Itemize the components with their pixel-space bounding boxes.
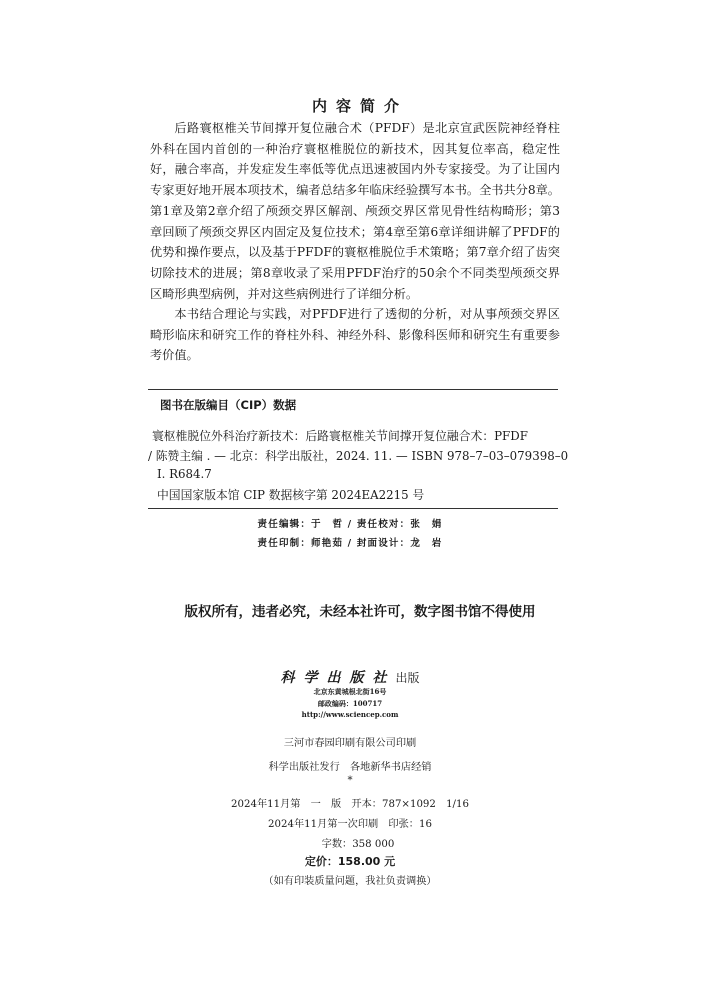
cip-line-1: 寰枢椎脱位外科治疗新技术：后路寰枢椎关节间撑开复位融合术：PFDF <box>152 429 528 443</box>
editor-credits-2: 责任印制：师艳茹 / 封面设计：龙 岩 <box>257 538 443 549</box>
distribution: 科学出版社发行 各地新华书店经销 <box>268 762 432 773</box>
price: 定价：158.00 元 <box>304 855 396 868</box>
word-count: 字数：358 000 <box>321 839 395 850</box>
printer: 三河市春园印刷有限公司印刷 <box>283 738 417 749</box>
edition-info: 2024年11月第 一 版 开本：787×1092 1/16 <box>231 799 469 810</box>
publisher-suffix: 出版 <box>395 671 420 685</box>
cip-line-4: 中国国家版本馆 CIP 数据核字第 2024EA2215 号 <box>157 488 425 502</box>
cip-top-rule <box>148 389 558 390</box>
publisher-logo: 科学出版社 <box>280 670 396 686</box>
cip-line-3: Ⅰ. R684.7 <box>157 467 212 481</box>
summary-title: 内容简介 <box>311 97 408 115</box>
editor-credits-1: 责任编辑：于 哲 / 责任校对：张 娟 <box>257 519 443 530</box>
cip-line-2: / 陈赞主编 . — 北京：科学出版社，2024. 11. — ISBN 978–7–03–079398–0 <box>148 449 569 463</box>
publisher-postcode: 邮政编码：100717 <box>317 699 383 708</box>
publisher-website: http://www.sciencep.com <box>301 710 399 719</box>
copyright-notice: 版权所有，违者必究，未经本社许可，数字图书馆不得使用 <box>184 604 536 620</box>
publisher-address: 北京东黄城根北街16号 <box>313 687 387 696</box>
cip-heading: 图书在版编目（CIP）数据 <box>160 398 297 412</box>
printing-info: 2024年11月第一次印刷 印张：16 <box>268 819 432 830</box>
summary-paragraph-2: 本书结合理论与实践，对PFDF进行了透彻的分析，对从事颅颈交界区畸形临床和研究工作的脊柱外科、神经外科、影像科医师和研究生有重要参考价值。 <box>150 307 560 363</box>
cip-bottom-rule <box>148 508 558 509</box>
summary-paragraph-1: 后路寰枢椎关节间撑开复位融合术（PFDF）是北京宣武医院神经脊柱外科在国内首创的一种治疗寰枢椎脱位的新技术，因其复位率高，稳定性好，融合率高，并发症发生率低等优点迅速被国内外专家接受。为了让国内专家更好地开展本项技术，编者总结多年临床经验撰写本书。全书共分8章。第1章及第2章介绍了颅颈交界区解剖、颅颈交界区常见骨性结构畸形；第3章回顾了颅颈交界区内固定及复位技术；第4章至第6章详细讲解了PFDF的优势和操作要点，以及基于PFDF的寰枢椎脱位手术策略；第7章介绍了齿突切除技术的进展；第8章收录了采用PFDF治疗的50余个不同类型颅颈交界区畸形典型病例，并对这些病例进行了详细分析。 <box>150 121 560 301</box>
publisher-line <box>0 667 700 687</box>
quality-notice: （如有印装质量问题，我社负责调换） <box>263 876 437 887</box>
separator-asterisk: * <box>347 775 353 786</box>
